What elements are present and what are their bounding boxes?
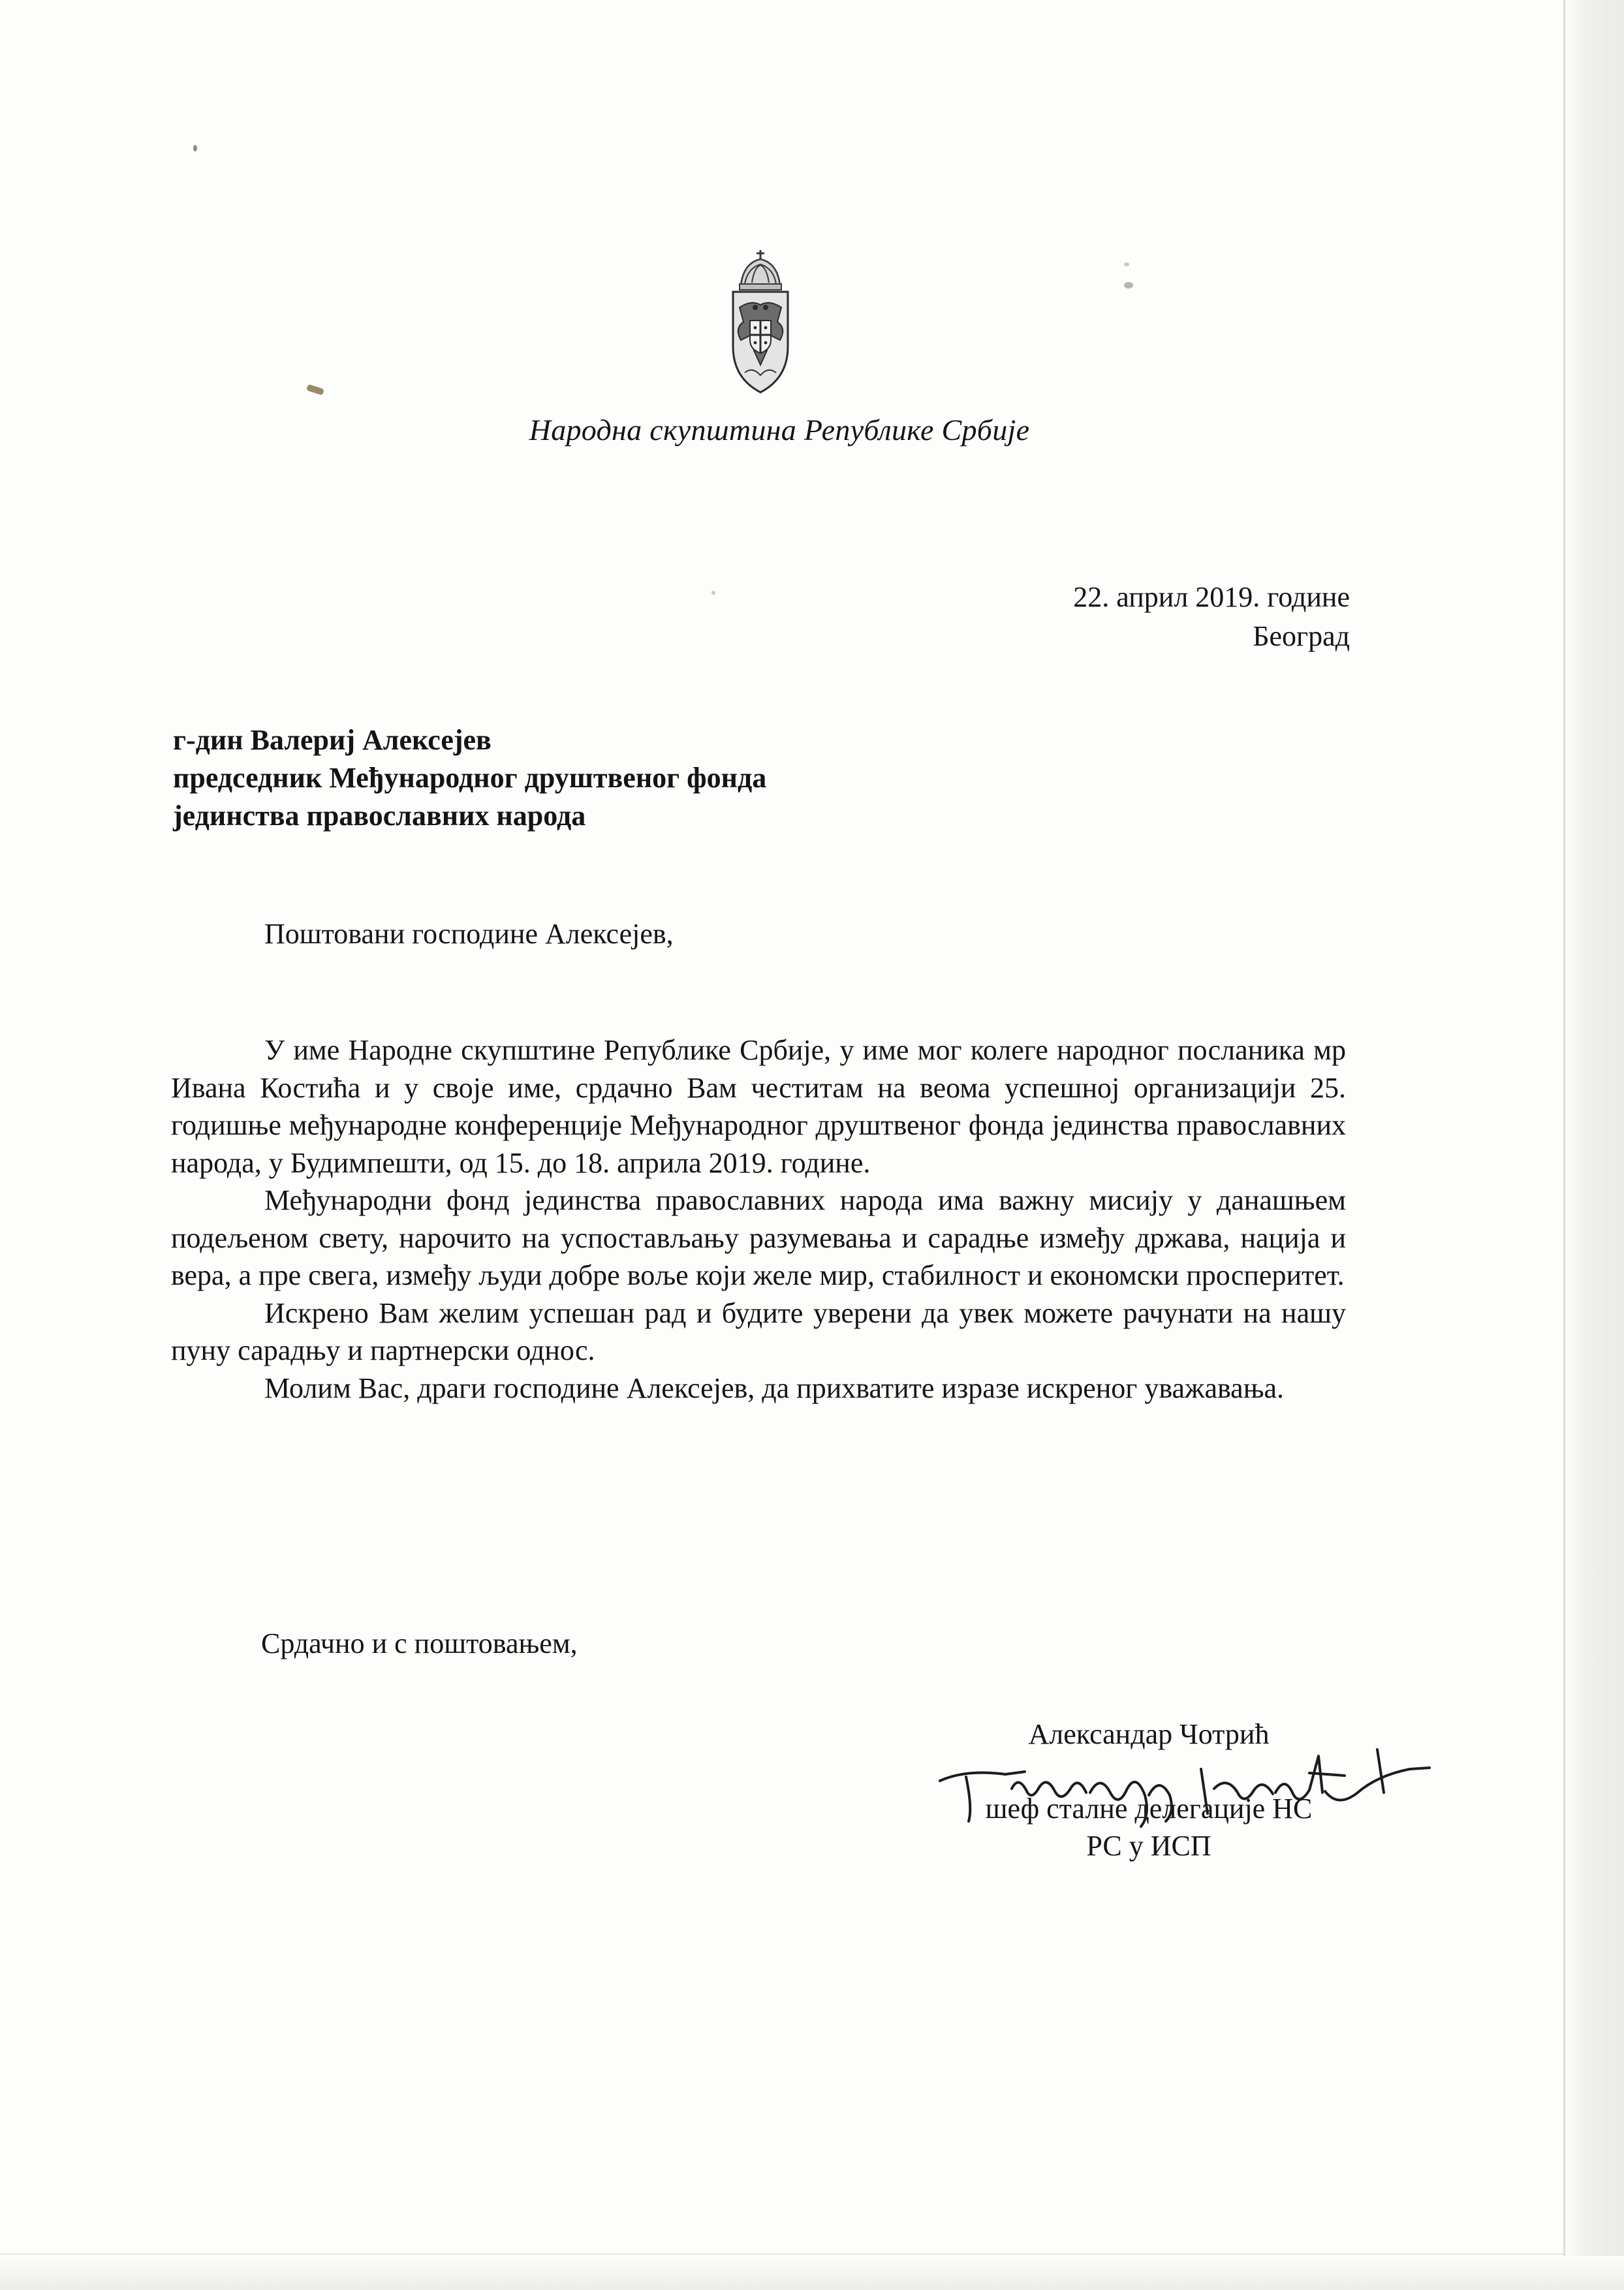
- date-place-block: [1073, 578, 1350, 656]
- body-paragraph: Искрено Вам желим успешан рад и будите уверени да увек можете рачунати на нашу пуну сарадњу и партнерски однос.: [171, 1296, 1346, 1366]
- scan-edge-right: [1564, 0, 1624, 2290]
- serbia-coat-of-arms-icon: [721, 245, 800, 401]
- scan-speck: [306, 384, 324, 396]
- recipient-block: [173, 721, 766, 835]
- body-paragraph: Међународни фонд јединства православних народа има важну мисију у данашњем подељеном свету, нарочито на успостављању разумевања и сарадње између држава, нација и вера, а пре свега, између људи добре воље који желе мир, стабилност и економски просперитет.: [171, 1184, 1346, 1291]
- letter-place: Београд: [1253, 620, 1350, 652]
- scan-speck: [193, 145, 197, 151]
- letter-date: 22. април 2019. године: [1073, 581, 1350, 613]
- recipient-name: г-дин Валериј Алексејев: [173, 724, 492, 756]
- body-paragraph: У име Народне скупштине Републике Србије, у име мог колеге народног посланика мр Ивана Костића и у своје име, срдачно Вам честитам на веома успешној организацији 25. годишње међународне конференције Међународног друштвеног фонда јединства православних народа, у Будимпешти, од 15. до 18. априла 2019. године.: [171, 1034, 1346, 1179]
- scan-speck: [1124, 262, 1129, 266]
- signatory-title-2: РС у ИСП: [1086, 1830, 1211, 1862]
- closing-line: Срдачно и с поштовањем,: [261, 1627, 578, 1659]
- scan-edge-bottom: [0, 2256, 1624, 2290]
- institution-name: Народна скупштина Републике Србије: [529, 413, 1030, 447]
- scan-edge-bottom-line: [0, 2253, 1564, 2255]
- body-paragraph: Молим Вас, драги господине Алексејев, да прихватите изразе искреног уважавања.: [264, 1372, 1285, 1404]
- recipient-title: председник Међународног друштвеног фонда: [173, 762, 767, 794]
- scan-speck: [711, 591, 715, 595]
- scan-edge-line: [1563, 0, 1565, 2290]
- recipient-organization: јединства православних народа: [173, 800, 586, 832]
- letter-body: [171, 1031, 1346, 1407]
- scan-speck: [1124, 282, 1133, 289]
- salutation: Поштовани господине Алексејев,: [264, 918, 674, 950]
- signatory-name: Александар Чотрић: [1028, 1718, 1270, 1750]
- signatory-title: шеф сталне делегације НС: [985, 1793, 1313, 1825]
- handwritten-signature: [927, 1730, 1436, 1828]
